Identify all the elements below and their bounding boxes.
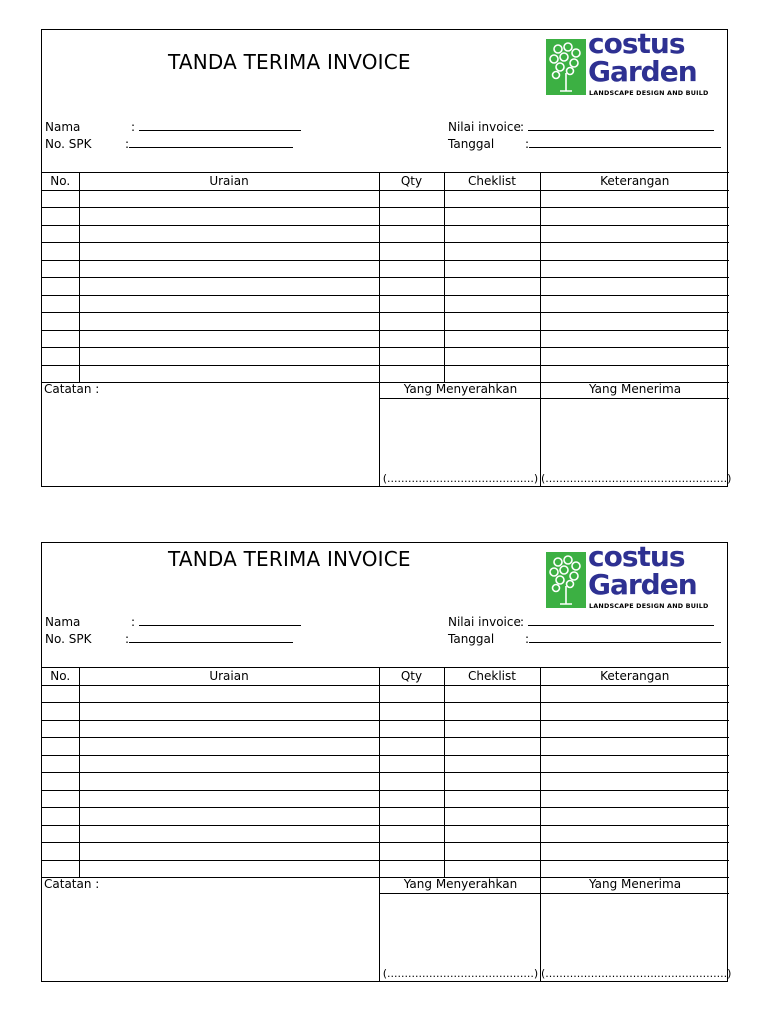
giver-sign-line: (..........................................) xyxy=(382,967,539,980)
cell-keterangan[interactable] xyxy=(540,685,729,703)
cell-uraian[interactable] xyxy=(79,190,379,208)
nilai-blank[interactable] xyxy=(528,615,714,626)
items-table xyxy=(42,172,729,383)
cell-uraian[interactable] xyxy=(79,860,379,878)
table-row xyxy=(42,260,729,278)
cell-cheklist[interactable] xyxy=(444,825,540,843)
cell-qty[interactable] xyxy=(379,755,444,773)
signature-section xyxy=(42,381,732,487)
cell-keterangan[interactable] xyxy=(540,260,729,278)
nama-label: Nama xyxy=(45,615,81,629)
cell-cheklist[interactable] xyxy=(444,773,540,791)
receiver-signature-box[interactable] xyxy=(540,876,732,982)
cell-uraian[interactable] xyxy=(79,773,379,791)
cell-no[interactable] xyxy=(42,843,79,861)
spk-sep: : xyxy=(125,632,130,646)
cell-qty[interactable] xyxy=(379,260,444,278)
table-row xyxy=(42,365,729,383)
cell-no[interactable] xyxy=(42,225,79,243)
cell-qty[interactable] xyxy=(379,208,444,226)
nilai-sep: : xyxy=(520,615,525,629)
cell-keterangan[interactable] xyxy=(540,825,729,843)
receiver-sign-line: (....................................................) xyxy=(541,472,732,485)
cell-no[interactable] xyxy=(42,190,79,208)
nama-sep: : xyxy=(131,120,136,134)
cell-keterangan[interactable] xyxy=(540,843,729,861)
cell-qty[interactable] xyxy=(379,365,444,383)
table-row xyxy=(42,843,729,861)
cell-no[interactable] xyxy=(42,773,79,791)
invoice-receipt-form xyxy=(41,540,732,982)
nama-field[interactable] xyxy=(45,615,301,629)
cell-cheklist[interactable] xyxy=(444,720,540,738)
col-header-keterangan: Keterangan xyxy=(540,668,729,686)
cell-qty[interactable] xyxy=(379,808,444,826)
cell-qty[interactable] xyxy=(379,243,444,261)
cell-qty[interactable] xyxy=(379,860,444,878)
cell-no[interactable] xyxy=(42,260,79,278)
tanggal-blank[interactable] xyxy=(529,632,721,643)
invoice-receipt-form xyxy=(41,27,732,487)
cell-uraian[interactable] xyxy=(79,225,379,243)
col-header-cheklist: Cheklist xyxy=(444,668,540,686)
cell-cheklist[interactable] xyxy=(444,843,540,861)
table-row xyxy=(42,225,729,243)
tanggal-blank[interactable] xyxy=(529,137,721,148)
cell-no[interactable] xyxy=(42,755,79,773)
cell-cheklist[interactable] xyxy=(444,703,540,721)
cell-cheklist[interactable] xyxy=(444,755,540,773)
table-row xyxy=(42,685,729,703)
receiver-label: Yang Menerima xyxy=(541,381,729,399)
cell-uraian[interactable] xyxy=(79,755,379,773)
cell-cheklist[interactable] xyxy=(444,860,540,878)
giver-signature-box[interactable] xyxy=(379,876,541,982)
cell-cheklist[interactable] xyxy=(444,313,540,331)
brand-line1: costus xyxy=(588,27,685,60)
table-row xyxy=(42,243,729,261)
tanggal-field[interactable] xyxy=(448,632,721,646)
table-header-row xyxy=(42,173,729,191)
cell-keterangan[interactable] xyxy=(540,773,729,791)
cell-keterangan[interactable] xyxy=(540,313,729,331)
cell-uraian[interactable] xyxy=(79,208,379,226)
cell-cheklist[interactable] xyxy=(444,278,540,296)
nilai-sep: : xyxy=(520,120,525,134)
cell-uraian[interactable] xyxy=(79,790,379,808)
cell-no[interactable] xyxy=(42,808,79,826)
cell-uraian[interactable] xyxy=(79,720,379,738)
cell-keterangan[interactable] xyxy=(540,738,729,756)
cell-uraian[interactable] xyxy=(79,348,379,366)
nama-field[interactable] xyxy=(45,120,301,134)
cell-no[interactable] xyxy=(42,685,79,703)
table-header-row xyxy=(42,668,729,686)
table-row xyxy=(42,330,729,348)
cell-cheklist[interactable] xyxy=(444,295,540,313)
cell-cheklist[interactable] xyxy=(444,190,540,208)
brand-line2: Garden xyxy=(588,568,697,601)
cell-keterangan[interactable] xyxy=(540,703,729,721)
cell-no[interactable] xyxy=(42,825,79,843)
table-row xyxy=(42,808,729,826)
cell-uraian[interactable] xyxy=(79,808,379,826)
spk-blank[interactable] xyxy=(129,137,293,148)
nama-blank[interactable] xyxy=(139,120,301,131)
brand-tagline: LANDSCAPE DESIGN AND BUILD xyxy=(589,602,709,610)
cell-uraian[interactable] xyxy=(79,330,379,348)
cell-qty[interactable] xyxy=(379,313,444,331)
cell-qty[interactable] xyxy=(379,720,444,738)
cell-cheklist[interactable] xyxy=(444,808,540,826)
cell-no[interactable] xyxy=(42,348,79,366)
tanggal-label: Tanggal xyxy=(448,632,495,646)
tanggal-sep: : xyxy=(525,137,530,151)
spk-field[interactable] xyxy=(45,632,293,646)
cell-keterangan[interactable] xyxy=(540,278,729,296)
cell-no[interactable] xyxy=(42,295,79,313)
cell-cheklist[interactable] xyxy=(444,365,540,383)
cell-keterangan[interactable] xyxy=(540,243,729,261)
cell-qty[interactable] xyxy=(379,190,444,208)
table-row xyxy=(42,738,729,756)
cell-uraian[interactable] xyxy=(79,685,379,703)
cell-keterangan[interactable] xyxy=(540,348,729,366)
col-header-no: No. xyxy=(42,668,79,686)
nama-label: Nama xyxy=(45,120,81,134)
cell-cheklist[interactable] xyxy=(444,225,540,243)
cell-cheklist[interactable] xyxy=(444,260,540,278)
cell-qty[interactable] xyxy=(379,225,444,243)
nilai-field[interactable] xyxy=(448,120,714,134)
cell-cheklist[interactable] xyxy=(444,243,540,261)
cell-uraian[interactable] xyxy=(79,738,379,756)
cell-no[interactable] xyxy=(42,243,79,261)
cell-no[interactable] xyxy=(42,313,79,331)
form-title: TANDA TERIMA INVOICE xyxy=(168,50,411,74)
cell-no[interactable] xyxy=(42,703,79,721)
cell-qty[interactable] xyxy=(379,773,444,791)
form-title: TANDA TERIMA INVOICE xyxy=(168,547,411,571)
col-header-cheklist: Cheklist xyxy=(444,173,540,191)
giver-label: Yang Menyerahkan xyxy=(380,381,541,399)
cell-no[interactable] xyxy=(42,330,79,348)
tanggal-field[interactable] xyxy=(448,137,721,151)
giver-sign-line: (..........................................) xyxy=(382,472,539,485)
cell-keterangan[interactable] xyxy=(540,755,729,773)
table-row xyxy=(42,860,729,878)
col-header-qty: Qty xyxy=(379,173,444,191)
brand-line1: costus xyxy=(588,540,685,573)
table-row xyxy=(42,313,729,331)
spk-label: No. SPK xyxy=(45,137,92,151)
cell-keterangan[interactable] xyxy=(540,295,729,313)
cell-qty[interactable] xyxy=(379,790,444,808)
receiver-sign-line: (....................................................) xyxy=(541,967,732,980)
table-row xyxy=(42,703,729,721)
col-header-keterangan: Keterangan xyxy=(540,173,729,191)
cell-qty[interactable] xyxy=(379,703,444,721)
brand-name xyxy=(588,540,697,601)
table-row xyxy=(42,190,729,208)
cell-no[interactable] xyxy=(42,278,79,296)
cell-no[interactable] xyxy=(42,365,79,383)
table-row xyxy=(42,773,729,791)
cell-qty[interactable] xyxy=(379,738,444,756)
brand-line2: Garden xyxy=(588,55,697,88)
nama-blank[interactable] xyxy=(139,615,301,626)
cell-keterangan[interactable] xyxy=(540,808,729,826)
notes-label: Catatan : xyxy=(44,382,100,396)
table-row xyxy=(42,825,729,843)
cell-no[interactable] xyxy=(42,790,79,808)
table-row xyxy=(42,348,729,366)
cell-uraian[interactable] xyxy=(79,703,379,721)
cell-uraian[interactable] xyxy=(79,295,379,313)
cell-keterangan[interactable] xyxy=(540,330,729,348)
giver-signature-box[interactable] xyxy=(379,381,541,487)
nilai-label: Nilai invoice xyxy=(448,120,521,134)
cell-cheklist[interactable] xyxy=(444,738,540,756)
cell-no[interactable] xyxy=(42,738,79,756)
cell-uraian[interactable] xyxy=(79,260,379,278)
cell-uraian[interactable] xyxy=(79,825,379,843)
nama-sep: : xyxy=(131,615,136,629)
tanggal-sep: : xyxy=(525,632,530,646)
notes-label: Catatan : xyxy=(44,877,100,891)
col-header-qty: Qty xyxy=(379,668,444,686)
cell-qty[interactable] xyxy=(379,685,444,703)
cell-cheklist[interactable] xyxy=(444,790,540,808)
brand-name xyxy=(588,27,697,88)
cell-uraian[interactable] xyxy=(79,365,379,383)
cell-no[interactable] xyxy=(42,208,79,226)
cell-qty[interactable] xyxy=(379,295,444,313)
cell-qty[interactable] xyxy=(379,330,444,348)
tree-logo-icon xyxy=(546,552,586,608)
cell-keterangan[interactable] xyxy=(540,790,729,808)
col-header-uraian: Uraian xyxy=(79,173,379,191)
cell-keterangan[interactable] xyxy=(540,860,729,878)
table-row xyxy=(42,720,729,738)
cell-cheklist[interactable] xyxy=(444,330,540,348)
company-logo xyxy=(546,27,718,97)
company-logo xyxy=(546,540,718,610)
cell-keterangan[interactable] xyxy=(540,720,729,738)
receiver-signature-box[interactable] xyxy=(540,381,732,487)
spk-label: No. SPK xyxy=(45,632,92,646)
nilai-label: Nilai invoice xyxy=(448,615,521,629)
cell-no[interactable] xyxy=(42,860,79,878)
nilai-field[interactable] xyxy=(448,615,714,629)
cell-uraian[interactable] xyxy=(79,243,379,261)
col-header-uraian: Uraian xyxy=(79,668,379,686)
cell-cheklist[interactable] xyxy=(444,208,540,226)
spk-blank[interactable] xyxy=(129,632,293,643)
cell-cheklist[interactable] xyxy=(444,348,540,366)
table-row xyxy=(42,278,729,296)
spk-field[interactable] xyxy=(45,137,293,151)
table-row xyxy=(42,790,729,808)
giver-label: Yang Menyerahkan xyxy=(380,876,541,894)
cell-uraian[interactable] xyxy=(79,313,379,331)
cell-uraian[interactable] xyxy=(79,278,379,296)
cell-qty[interactable] xyxy=(379,348,444,366)
cell-uraian[interactable] xyxy=(79,843,379,861)
tree-logo-icon xyxy=(546,39,586,95)
cell-qty[interactable] xyxy=(379,843,444,861)
cell-qty[interactable] xyxy=(379,278,444,296)
receiver-label: Yang Menerima xyxy=(541,876,729,894)
cell-no[interactable] xyxy=(42,720,79,738)
table-row xyxy=(42,755,729,773)
table-row xyxy=(42,208,729,226)
cell-keterangan[interactable] xyxy=(540,365,729,383)
tanggal-label: Tanggal xyxy=(448,137,495,151)
items-table xyxy=(42,667,729,878)
spk-sep: : xyxy=(125,137,130,151)
nilai-blank[interactable] xyxy=(528,120,714,131)
cell-keterangan[interactable] xyxy=(540,190,729,208)
cell-qty[interactable] xyxy=(379,825,444,843)
brand-tagline: LANDSCAPE DESIGN AND BUILD xyxy=(589,89,709,97)
signature-section xyxy=(42,876,732,982)
col-header-no: No. xyxy=(42,173,79,191)
cell-keterangan[interactable] xyxy=(540,225,729,243)
table-row xyxy=(42,295,729,313)
cell-cheklist[interactable] xyxy=(444,685,540,703)
cell-keterangan[interactable] xyxy=(540,208,729,226)
